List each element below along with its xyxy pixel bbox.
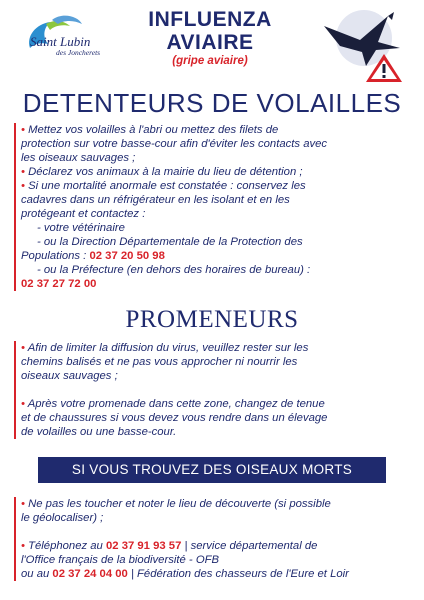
logo-name: Saint Lubin bbox=[30, 34, 91, 49]
dead-birds-banner: SI VOUS TROUVEZ DES OISEAUX MORTS bbox=[38, 457, 386, 483]
promeneurs-block: • Afin de limiter la diffusion du virus, veuillez rester sur les chemins balisés et ne pas vous approcher ni nourrir les oiseaux sauvages ; • Après votre promenade dans cette zone, changez de tenue et de chaussures si vous devez vous rendre dans un élevage de volailles ou une basse-cour. bbox=[14, 341, 410, 439]
prom-line: de volailles ou une basse-cour. bbox=[21, 426, 177, 438]
det-line: les oiseaux sauvages ; bbox=[21, 152, 136, 164]
morts-line: Téléphonez au bbox=[28, 540, 106, 552]
phone-prefecture: 02 37 27 72 00 bbox=[21, 278, 97, 290]
prom-line: chemins balisés et ne pas vous approcher ni nourrir les bbox=[21, 356, 298, 368]
det-line: protégeant et contactez : bbox=[21, 208, 146, 220]
bird-warning-illustration bbox=[318, 6, 408, 86]
title-subtitle: (gripe aviaire) bbox=[172, 55, 248, 67]
det-line: protection sur votre basse-cour afin d'éviter les contacts avec bbox=[21, 138, 328, 150]
section-heading-promeneurs: PROMENEURS bbox=[125, 306, 299, 333]
morts-line: Ne pas les toucher et noter le lieu de découverte (si possible bbox=[28, 498, 331, 510]
det-line: - ou la Direction Départementale de la Protection des bbox=[37, 236, 303, 248]
title-line-2: AVIAIRE bbox=[166, 31, 254, 54]
det-line: - votre vétérinaire bbox=[37, 222, 125, 234]
title-line-1: INFLUENZA bbox=[148, 8, 272, 31]
morts-line: | service départemental de bbox=[181, 540, 318, 552]
det-line: Mettez vos volailles à l'abri ou mettez des filets de bbox=[28, 124, 279, 136]
det-line: Déclarez vos animaux à la mairie du lieu de détention ; bbox=[28, 166, 303, 178]
phone-federation: 02 37 24 04 00 bbox=[52, 568, 128, 580]
dead-birds-block: • Ne pas les toucher et noter le lieu de découverte (si possible le géolocaliser) ; • Téléphonez au 02 37 91 93 57 | service départemental de l'Office français de la biodiversité - OFB ou au 02 37 24 04 00 | Fédération des chasseurs de l'Eure et Loir bbox=[14, 497, 410, 581]
poster-title bbox=[120, 8, 300, 67]
morts-line: | Fédération des chasseurs de l'Eure et Loir bbox=[127, 568, 349, 580]
logo-subtitle: des Joncherets bbox=[56, 48, 101, 57]
morts-line: ou au bbox=[21, 568, 53, 580]
detenteurs-block: • Mettez vos volailles à l'abri ou mettez des filets de protection sur votre basse-cour afin d'éviter les contacts avec les oiseaux sauvages ; • Déclarez vos animaux à la mairie du lieu de détention ; • Si une mortalité anormale est constatée : conservez les cadavres dans un réfrigérateur en les isolant et en les protégeant et contactez : - votre vétérinaire - ou la Direction Départementale de la Protection des Populations : 02 37 20 50 98 - ou la Préfecture (en dehors des horaires de bureau) : 02 37 27 72 00 bbox=[14, 123, 410, 291]
prom-line: oiseaux sauvages ; bbox=[21, 370, 118, 382]
phone-ddpp: 02 37 20 50 98 bbox=[89, 250, 165, 262]
det-line: - ou la Préfecture (en dehors des horaires de bureau) : bbox=[37, 264, 311, 276]
prom-line: Afin de limiter la diffusion du virus, veuillez rester sur les bbox=[27, 342, 309, 354]
prom-line: et de chaussures si vous devez vous rendre dans un élevage bbox=[21, 412, 328, 424]
morts-line: le géolocaliser) ; bbox=[21, 512, 104, 524]
det-line: cadavres dans un réfrigérateur en les isolant et en les bbox=[21, 194, 290, 206]
det-line: Populations : bbox=[21, 250, 90, 262]
det-line: Si une mortalité anormale est constatée : conservez les bbox=[28, 180, 306, 192]
prom-line: Après votre promenade dans cette zone, changez de tenue bbox=[27, 398, 325, 410]
phone-ofb: 02 37 91 93 57 bbox=[105, 540, 182, 552]
morts-line: l'Office français de la biodiversité - OFB bbox=[21, 554, 220, 566]
section-heading-detenteurs: DETENTEURS DE VOLAILLES bbox=[22, 88, 402, 118]
